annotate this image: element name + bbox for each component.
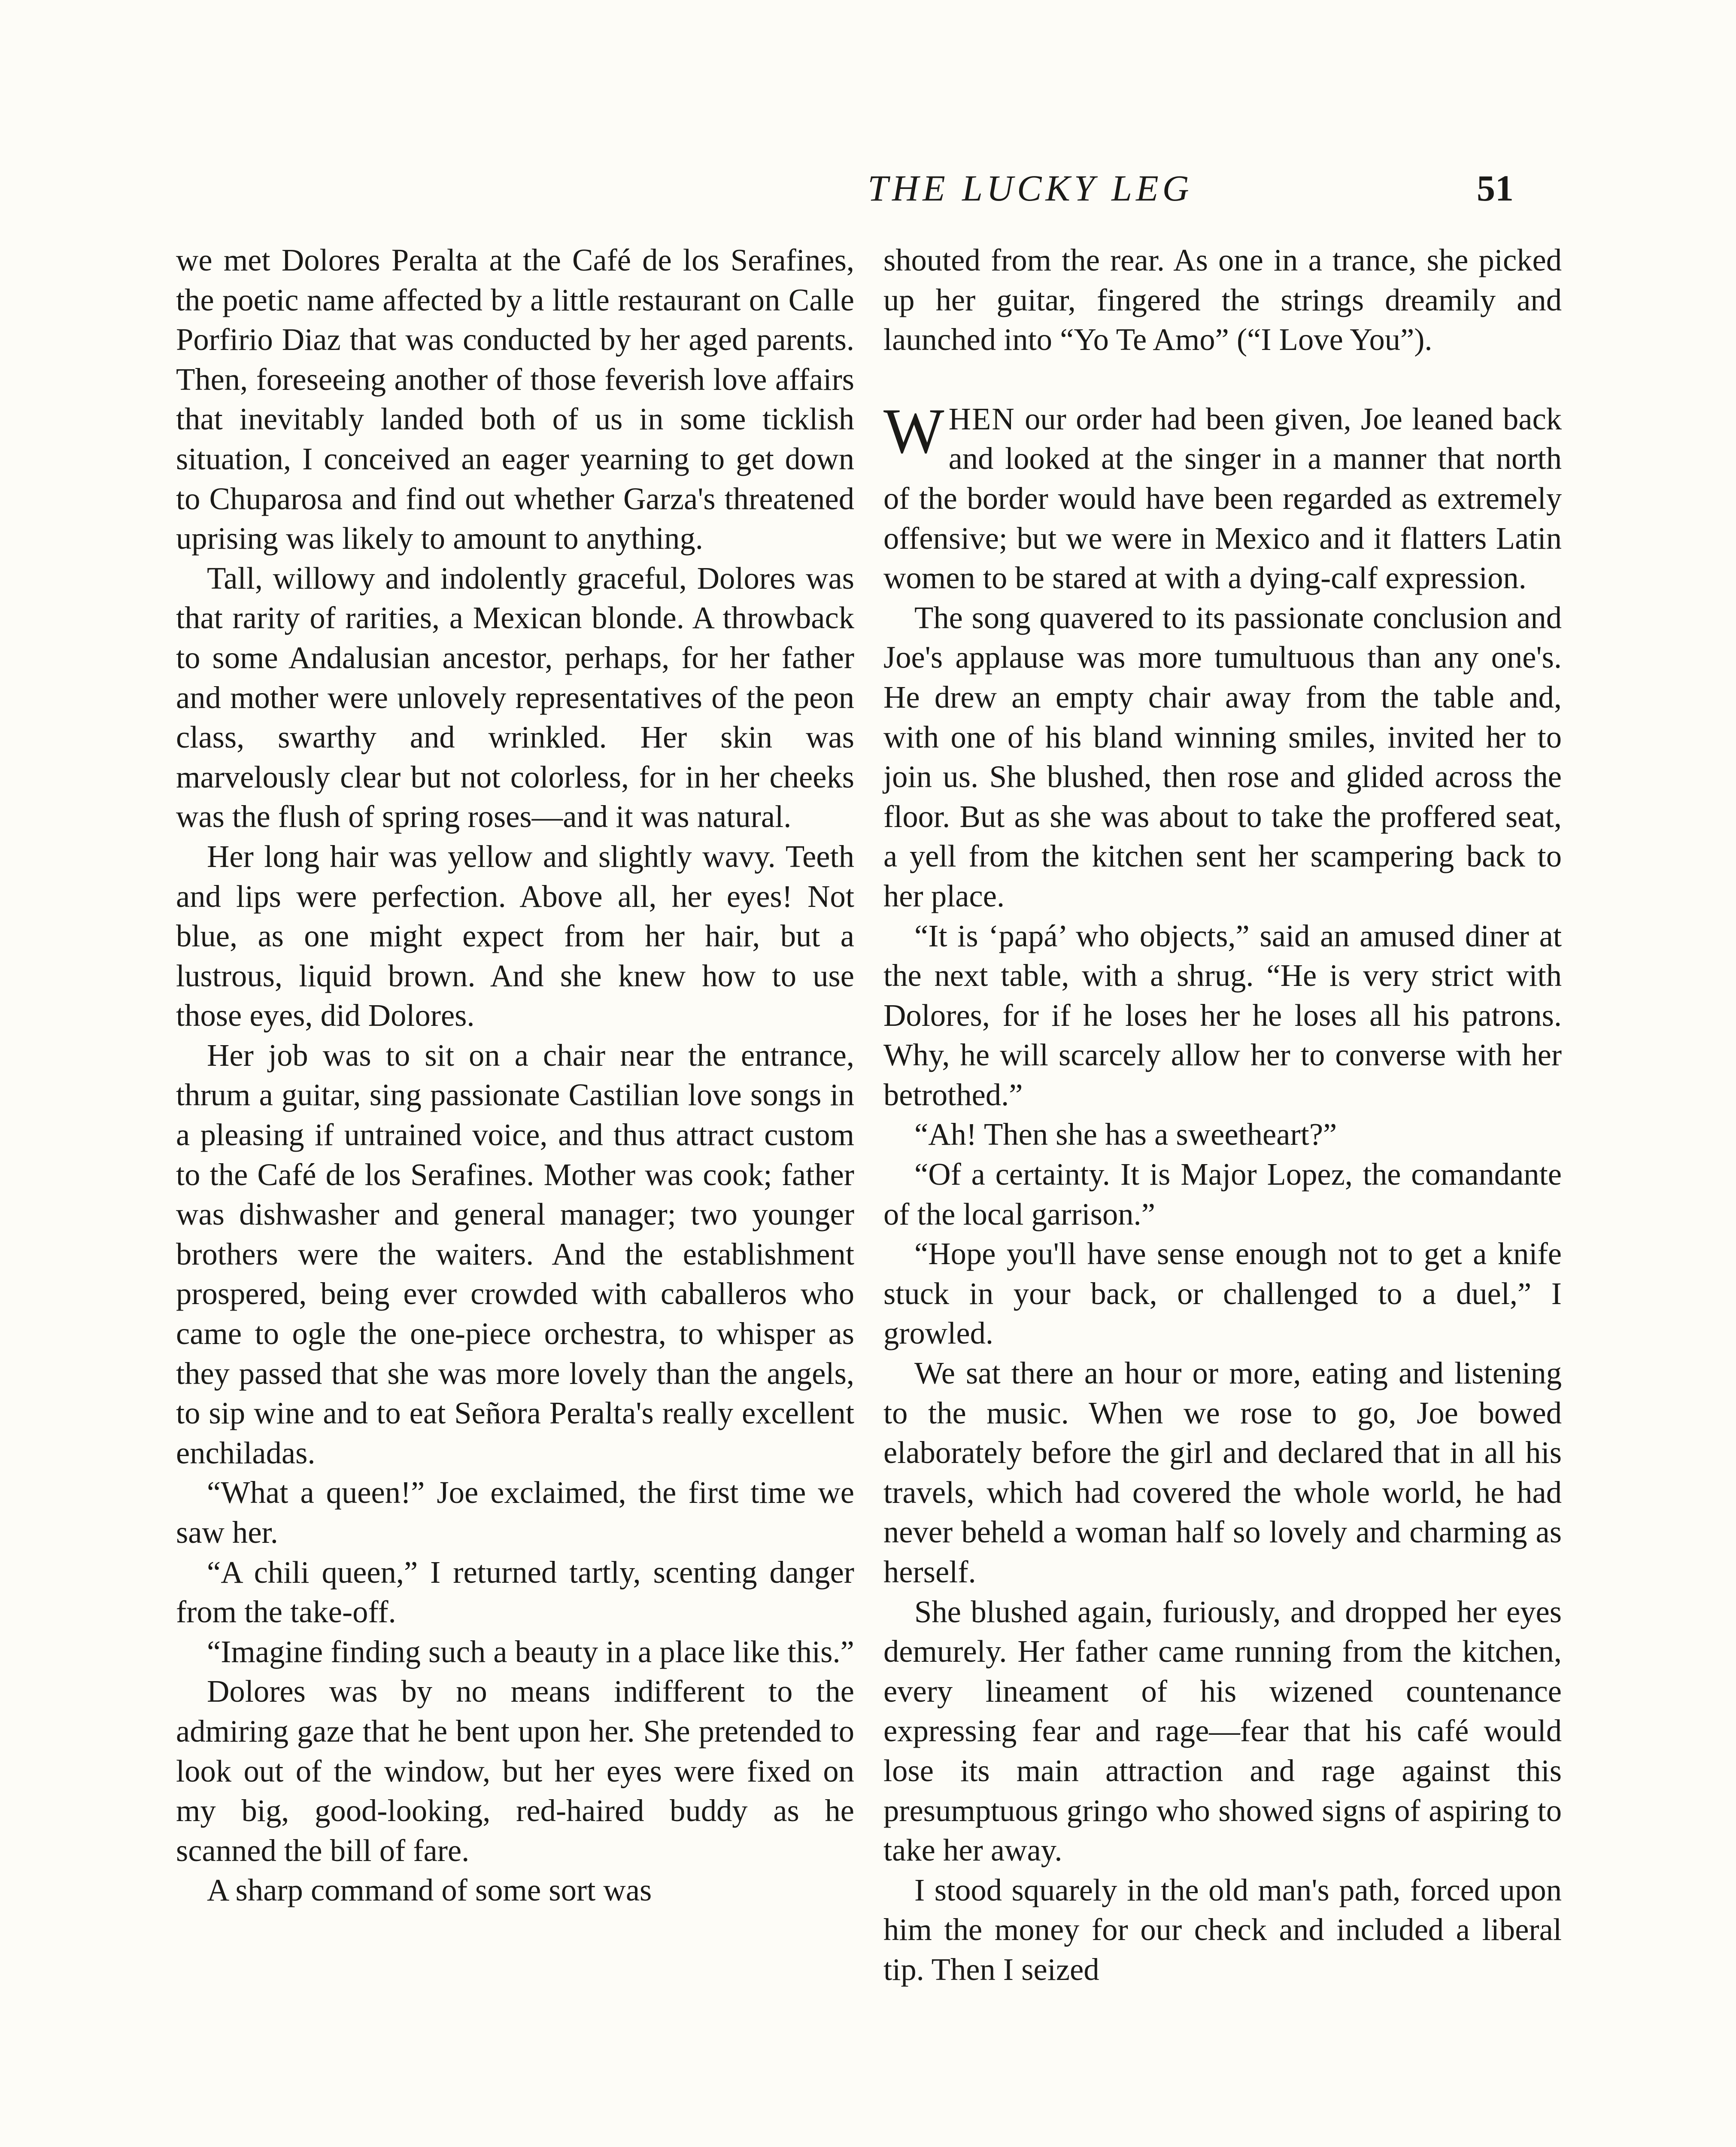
paragraph: shouted from the rear. As one in a trance, she picked up her guitar, fingered the strings dreamily and launched into “Yo Te Amo” (“I Love You”). — [883, 243, 1562, 357]
paragraph: I stood squarely in the old man's path, forced upon him the money for our check and included a liberal tip. Then I seized — [883, 1872, 1562, 1987]
paragraph: “What a queen!” Joe exclaimed, the first time we saw her. — [176, 1475, 854, 1550]
paragraph: “Of a certainty. It is Major Lopez, the comandante of the local garrison.” — [883, 1157, 1562, 1232]
running-head — [472, 162, 1588, 214]
right-column — [883, 240, 1562, 1990]
page-number: 51 — [1477, 167, 1514, 209]
paragraph: The song quavered to its passionate conclusion and Joe's applause was more tumultuous than any one's. He drew an empty chair away from the table and, with one of his bland winning smiles, invited her to join us. She blushed, then rose and glided across the floor. But as she was about to take the proffered seat, a yell from the kitchen sent her scampering back to her place. — [883, 600, 1562, 913]
paragraph: “Hope you'll have sense enough not to get a knife stuck in your back, or challenged to a duel,” I growled. — [883, 1236, 1562, 1351]
paragraph-text: our order had been given, Joe leaned back and looked at the singer in a manner that north of the border would have been regarded as extremely offensive; but we were in Mexico and it flatters Latin women to be stared at with a dying-calf expression. — [883, 401, 1562, 596]
paragraph: A sharp command of some sort was — [207, 1873, 652, 1908]
running-title: THE LUCKY LEG — [868, 167, 1193, 209]
paragraph: “It is ‘papá’ who objects,” said an amused diner at the next table, with a shrug. “He is very strict with Dolores, for if he loses her he loses all his patrons. Why, he will scarcely allow her to converse with her betrothed.” — [883, 918, 1562, 1112]
paragraph: “Imagine finding such a beauty in a place like this.” — [207, 1634, 854, 1669]
paragraph: Her long hair was yellow and slightly wavy. Teeth and lips were perfection. Above all, her eyes! Not blue, as one might expect from her hair, but a lustrous, liquid brown. And she knew how to use those eyes, did Dolores. — [176, 839, 854, 1033]
paragraph: we met Dolores Peralta at the Café de los Serafines, the poetic name affected by a little restaurant on Calle Porfirio Diaz that was conducted by her aged parents. Then, foreseeing another of those feverish love affairs that inevitably landed both of us in some ticklish situation, I conceived an eager yearning to get down to Chuparosa and find out whether Garza's threatened uprising was likely to amount to anything. — [176, 243, 854, 556]
paragraph: “A chili queen,” I returned tartly, scenting danger from the take-off. — [176, 1554, 854, 1630]
paragraph: We sat there an hour or more, eating and listening to the music. When we rose to go, Joe bowed elaborately before the girl and declared that in all his travels, which had covered the whole world, he had never beheld a woman half so lovely and charming as herself. — [883, 1356, 1562, 1589]
paragraph: Tall, willowy and indolently graceful, Dolores was that rarity of rarities, a Mexican blonde. A throwback to some Andalusian ancestor, perhaps, for her father and mother were unlovely representatives of the peon class, swarthy and wrinkled. Her skin was marvelously clear but not colorless, for in her cheeks was the flush of spring roses—and it was natural. — [176, 560, 854, 834]
section-opening-paragraph — [883, 395, 1562, 598]
paragraph: She blushed again, furiously, and dropped her eyes demurely. Her father came running from the kitchen, every lineament of his wizened countenance expressing fear and rage—fear that his café would lose its main attraction and rage against this presumptuous gringo who showed signs of aspiring to take her away. — [883, 1594, 1562, 1868]
paragraph: Dolores was by no means indifferent to the admiring gaze that he bent upon her. She pretended to look out of the window, but her eyes were fixed on my big, good-looking, red-haired buddy as he scanned the bill of fare. — [176, 1674, 854, 1868]
paragraph: Her job was to sit on a chair near the entrance, thrum a guitar, sing passionate Castilian love songs in a pleasing if untrained voice, and thus attract custom to the Café de los Serafines. Mother was cook; father was dishwasher and general manager; two younger brothers were the waiters. And the establishment prospered, being ever crowded with caballeros who came to ogle the one-piece orchestra, to whisper as they passed that she was more lovely than the angels, to sip wine and to eat Señora Peralta's really excellent enchiladas. — [176, 1037, 854, 1470]
paragraph: “Ah! Then she has a sweetheart?” — [914, 1117, 1337, 1152]
left-column — [176, 240, 854, 1910]
drop-cap: W — [883, 395, 944, 467]
small-caps-lead: HEN — [948, 401, 1015, 436]
